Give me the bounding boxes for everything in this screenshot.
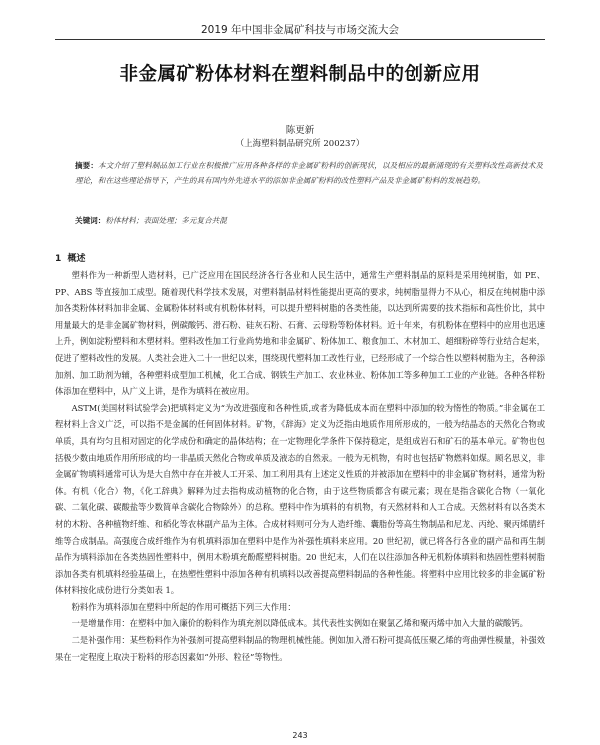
- keywords: [75, 213, 543, 228]
- section-heading: [55, 251, 86, 264]
- author-affiliation: （上海塑料制品研究所 200237）: [235, 139, 365, 149]
- body-text: [55, 267, 545, 665]
- abstract-label: 摘要：: [75, 161, 99, 170]
- running-header: 2019 年中国非金属矿科技与市场交流大会: [200, 24, 400, 36]
- abstract: [75, 158, 543, 188]
- paragraph: 粉料作为填料添加在塑料中所起的作用可概括下列三大作用：: [71, 601, 296, 612]
- paragraph: 二是补强作用：某些粉料作为补强剂可提高塑料制品的物理机械性能。例如加入滑石粉可提高低压聚乙烯的弯曲弹性模量，补强效果在一定程度上取决于粉料的形态因素如“外形、粒径”等物性。: [55, 635, 545, 662]
- paragraph: 一是增量作用：在塑料中加入廉价的粉料作为填充剂以降低成本。其代表性实例如在聚氯乙烯和聚丙烯中加入大量的碳酸钙。: [71, 618, 528, 629]
- section-number: 1: [55, 254, 62, 264]
- abstract-text: 本文介绍了塑料制品加工行业在积极推广应用各种各样的非金属矿粉料的创新现状，以及相应的最新涌现的有关塑料改性高新技术及理论，和在这些理论指导下，产生的具有国内外先进水平的添加非金属矿粉料的改性塑料产品及非金属矿粉料的发展趋势。: [75, 161, 544, 185]
- paragraph: 塑料作为一种新型人造材料，已广泛应用在国民经济各行各业和人民生活中，通常生产塑料制品的原料是采用纯树脂，如 PE、PP、ABS 等直接加工成型。随着现代科学技术发展，对塑料制品材料性能提出更高的要求，纯树脂显得力不从心，相反在纯树脂中添加各类粉体材料加非金属、金属粉体材料或有机粉体材料，可以提升塑料树脂的各类性能，以达到所需要的技术指标和高性价比，其中用量最大的是非金属矿物材料，例碳酸钙、滑石粉、硅灰石粉、石膏、云母粉等粉体材料。近十年来，有机粉体在塑料中的应用也迅速上升，例如淀粉塑料和木塑材料。塑料改性加工行业尚势地和非金属矿、粉体加工、粮食加工、木材加工、超细粉碎等行业结合起来，促进了塑料改性的发展。人类社会进入二十一世纪以来，围绕现代塑料加工改性行业，已经形成了一个综合性以塑料树脂为主，各种添加剂、加工助剂为辅，各种塑料成型加工机械，化工合成、钢铁生产加工、农业林业、粉体加工等多种加工工业的产业链。各种各样粉体添加在塑料中，从广义上讲，是作为填料在被应用。: [55, 270, 545, 397]
- keywords-label: 关键词：: [75, 216, 106, 225]
- keywords-text: 粉体材料；表面处理；多元复合共混: [105, 216, 227, 225]
- paragraph: ASTM(美国材料试验学会)把填料定义为“为改进强度和各种性质,或者为降低成本而在塑料中添加的较为惰性的物质。”非金属在工程材料上含义广泛，可以指不是金属的任何固体材料。矿物，《辞海》定义为泛指由地质作用所形成的，一般为结晶态的天然化合物或单质，具有均匀且相对固定的化学成份和确定的晶体结构；在一定物理化学条件下保持稳定，是组成岩石和矿石的基本单元。矿物也包括极少数由地质作用所形成的均一非晶质天然化合物或单质及液态的自然汞。一般为无机物，有时也包括矿物燃料如煤。顾名思义，非金属矿物填料通常可认为是大自然中存在并被人工开采、加工利用具有上述定义性质的并被添加在塑料中的非金属矿物材料，通常为粉体。有机（化合）物，《化工辞典》解释为过去指构成动植物的化合物，由于这些物质都含有碳元素；现在是指含碳化合物（一氧化碳、二氧化碳、碳酸盐等少数简单含碳化合物除外）的总称。塑料中作为填料的有机物，有天然材料和人工合成。天然材料有以各类木材的木粉、各种植物纤维、和稻化等农林副产品为主体。合成材料则可分为人造纤维、囊脂份等高生物制品和尼龙、丙纶、聚丙烯腈纤维等合成制品。高强度合成纤维作为有机填料添加在塑料中是作为补强性填料来应用。20 世纪初，就已将各行各业的副产品和再生制品作为填料添加在各类热固性塑料中，例用木粉填充酚醛塑料树脂。20 世纪末，人们在以往添加各种无机粉体填料和热固性塑料树脂添加各类有机填料经验基础上，在热塑性塑料中添加各种有机填料以改善提高塑料制品的各种性能。将塑料中应用比较多的非金属矿粉体材料按化成份进行分类如表 1。: [55, 402, 545, 596]
- header-divider: [55, 39, 545, 40]
- author-name: 陈更新: [285, 125, 315, 136]
- section-title: 概述: [67, 254, 86, 264]
- paper-title: 非金属矿粉体材料在塑料制品中的创新应用: [119, 64, 481, 85]
- page-number: 243: [292, 731, 308, 740]
